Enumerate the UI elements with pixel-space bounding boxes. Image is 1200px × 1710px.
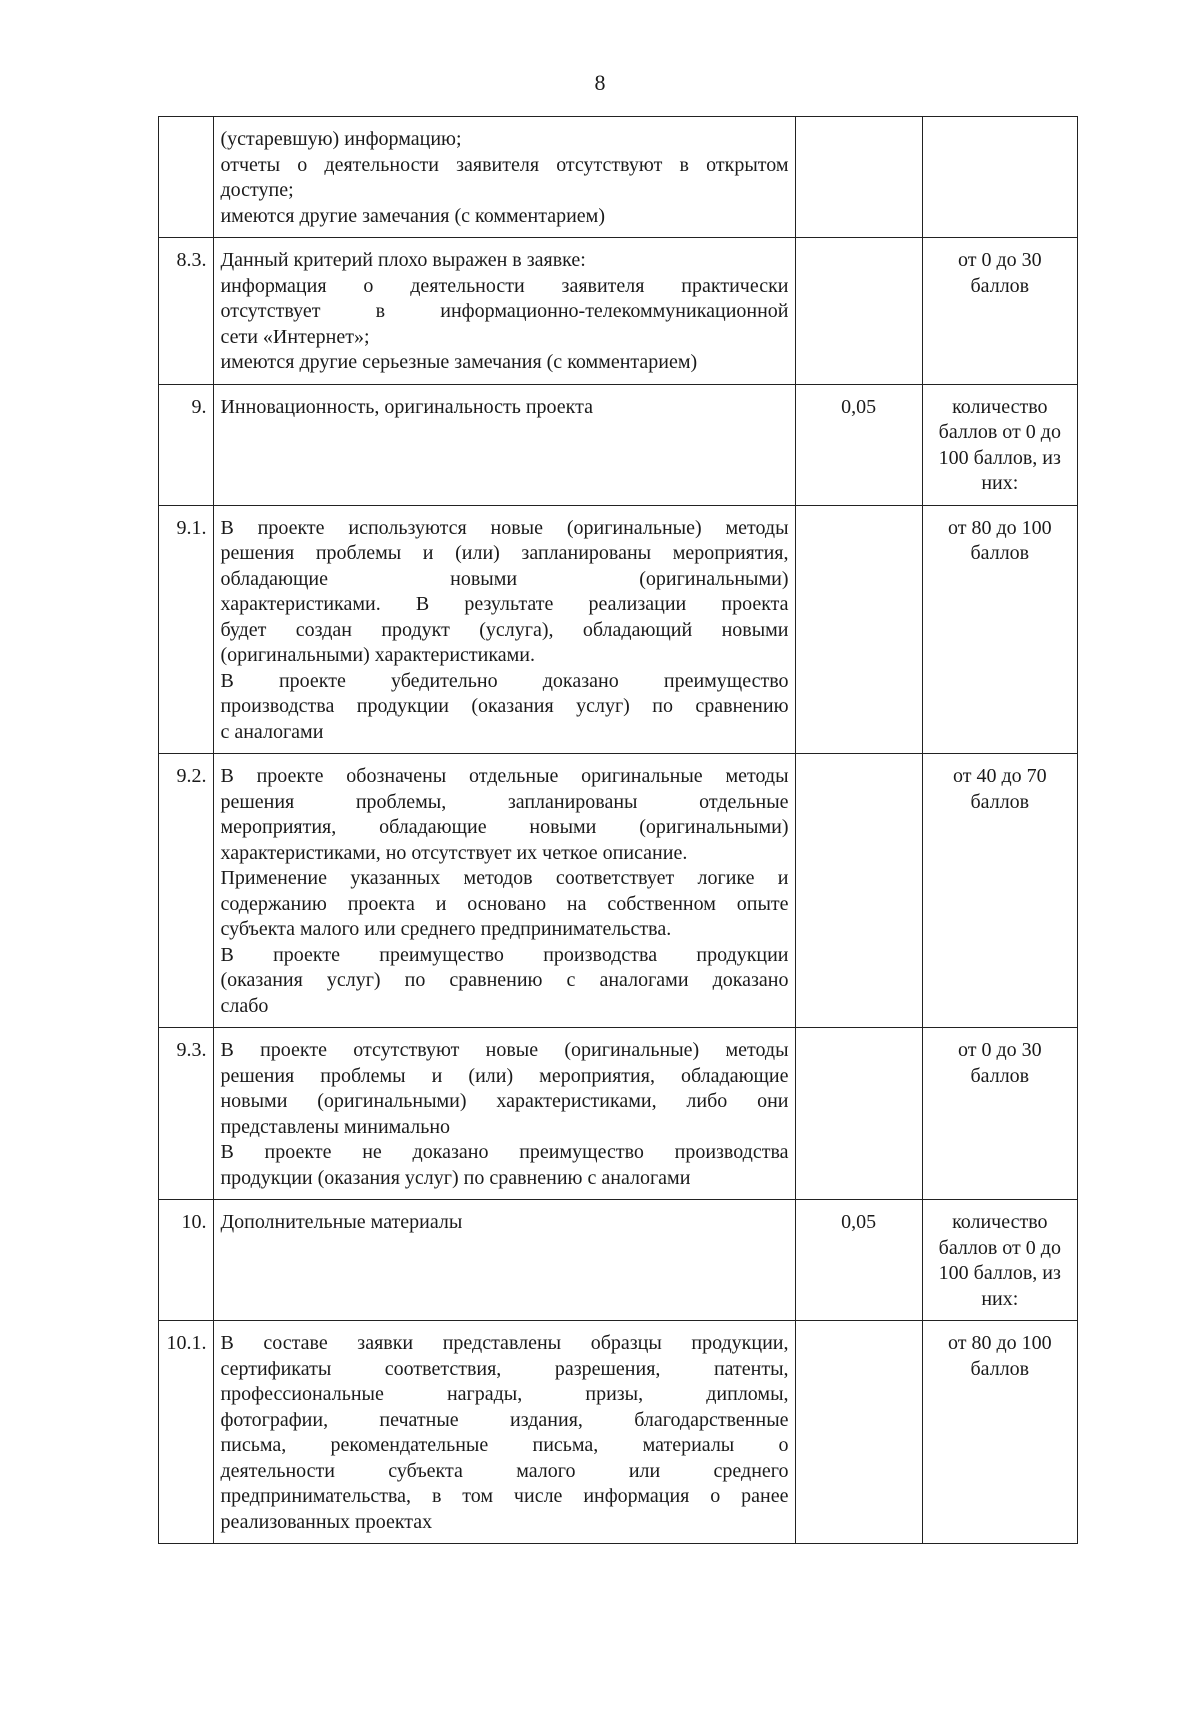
criterion-description	[214, 1200, 795, 1321]
table-row	[159, 754, 1078, 1028]
table-row	[159, 117, 1078, 238]
page-number: 8	[594, 70, 606, 95]
criterion-number	[159, 117, 214, 238]
description-line: Данный критерий плохо выражен в заявке:	[220, 249, 586, 271]
description-line: обладающие новыми (оригинальными)	[220, 567, 789, 590]
description-line: В проекте обозначены отдельные оригинальные методы	[220, 765, 789, 787]
description-line: Инновационность, оригинальность проекта	[220, 395, 593, 418]
table-row	[159, 1028, 1078, 1200]
description-line: фотографии, печатные издания, благодарственные	[220, 1408, 789, 1431]
criterion-description	[214, 238, 795, 385]
description-line: характеристиками. В результате реализации проекта	[220, 593, 789, 615]
criterion-weight	[795, 1321, 922, 1544]
description-line: профессиональные награды, призы, дипломы,	[220, 1383, 789, 1405]
description-line: отсутствует в информационно-телекоммуникационной	[220, 300, 789, 322]
description-line: деятельности субъекта малого или среднего	[220, 1459, 789, 1482]
description-line: реализованных проектах	[220, 1510, 433, 1533]
description-line: содержанию проекта и основано на собственном опыте	[220, 892, 789, 915]
criterion-weight	[795, 238, 922, 385]
description-line: новыми (оригинальными) характеристиками, либо они	[220, 1090, 789, 1112]
criteria-table	[158, 116, 1078, 1544]
criterion-description	[214, 1321, 795, 1544]
description-line: информация о деятельности заявителя практически	[220, 274, 789, 297]
criterion-score: от 0 до 30 баллов	[922, 238, 1077, 385]
criterion-score: от 0 до 30 баллов	[922, 1028, 1077, 1200]
criterion-weight	[795, 754, 922, 1028]
table-row	[159, 505, 1078, 754]
description-line: будет создан продукт (услуга), обладающий новыми	[220, 618, 789, 641]
criterion-description	[214, 505, 795, 754]
description-line: (оказания услуг) по сравнению с аналогами доказано	[220, 969, 789, 991]
description-line: сети «Интернет»;	[220, 325, 370, 348]
criterion-number: 9.1.	[159, 505, 214, 754]
table-row	[159, 384, 1078, 505]
description-line: слабо	[220, 994, 269, 1017]
description-line: предпринимательства, в том числе информация о ранее	[220, 1485, 789, 1507]
description-line: В проекте не доказано преимущество производства	[220, 1141, 789, 1163]
description-line: Дополнительные материалы	[220, 1211, 463, 1233]
description-line: продукции (оказания услуг) по сравнению с аналогами	[220, 1166, 691, 1189]
criterion-number: 9.2.	[159, 754, 214, 1028]
description-line: (оригинальными) характеристиками.	[220, 644, 535, 666]
table-row	[159, 1321, 1078, 1544]
description-line: субъекта малого или среднего предпринимательства.	[220, 918, 672, 940]
criterion-weight	[795, 1028, 922, 1200]
criterion-score: от 80 до 100 баллов	[922, 1321, 1077, 1544]
description-line: имеются другие замечания (с комментарием)	[220, 204, 605, 227]
description-line: решения проблемы и (или) мероприятия, обладающие	[220, 1064, 789, 1087]
description-line: мероприятия, обладающие новыми (оригинальными)	[220, 816, 789, 838]
description-line: В проекте используются новые (оригинальные) методы	[220, 516, 789, 539]
description-line: доступе;	[220, 179, 294, 201]
table-row	[159, 1200, 1078, 1321]
description-line: В составе заявки представлены образцы продукции,	[220, 1332, 789, 1354]
description-line: Применение указанных методов соответствует логике и	[220, 867, 789, 889]
criterion-description	[214, 117, 795, 238]
description-line: с аналогами	[220, 720, 324, 743]
description-line: сертификаты соответствия, разрешения, патенты,	[220, 1357, 789, 1380]
description-line: (устаревшую) информацию;	[220, 128, 462, 150]
description-line: решения проблемы, запланированы отдельные	[220, 790, 789, 813]
criterion-weight: 0,05	[795, 1200, 922, 1321]
description-line: В проекте преимущество производства продукции	[220, 943, 789, 966]
criterion-number: 8.3.	[159, 238, 214, 385]
criterion-number: 9.3.	[159, 1028, 214, 1200]
description-line: представлены минимально	[220, 1115, 451, 1138]
criteria-table-body	[159, 117, 1078, 1544]
description-line: отчеты о деятельности заявителя отсутствуют в открытом	[220, 153, 789, 176]
criterion-score: количество баллов от 0 до 100 баллов, из них:	[922, 1200, 1077, 1321]
table-row	[159, 238, 1078, 385]
description-line: имеются другие серьезные замечания (с комментарием)	[220, 351, 698, 373]
description-line: письма, рекомендательные письма, материалы о	[220, 1434, 789, 1456]
criterion-score: от 80 до 100 баллов	[922, 505, 1077, 754]
criterion-score: от 40 до 70 баллов	[922, 754, 1077, 1028]
description-line: решения проблемы и (или) запланированы мероприятия,	[220, 542, 789, 564]
description-line: характеристиками, но отсутствует их четкое описание.	[220, 841, 688, 864]
description-line: В проекте убедительно доказано преимущество	[220, 669, 789, 692]
criterion-weight: 0,05	[795, 384, 922, 505]
criterion-number: 10.	[159, 1200, 214, 1321]
description-line: производства продукции (оказания услуг) по сравнению	[220, 695, 789, 717]
criterion-number: 10.1.	[159, 1321, 214, 1544]
criterion-weight	[795, 117, 922, 238]
criterion-number: 9.	[159, 384, 214, 505]
criterion-score	[922, 117, 1077, 238]
criterion-score: количество баллов от 0 до 100 баллов, из них:	[922, 384, 1077, 505]
description-line: В проекте отсутствуют новые (оригинальные) методы	[220, 1039, 789, 1061]
criterion-description	[214, 1028, 795, 1200]
criterion-description	[214, 384, 795, 505]
criterion-weight	[795, 505, 922, 754]
criterion-description	[214, 754, 795, 1028]
